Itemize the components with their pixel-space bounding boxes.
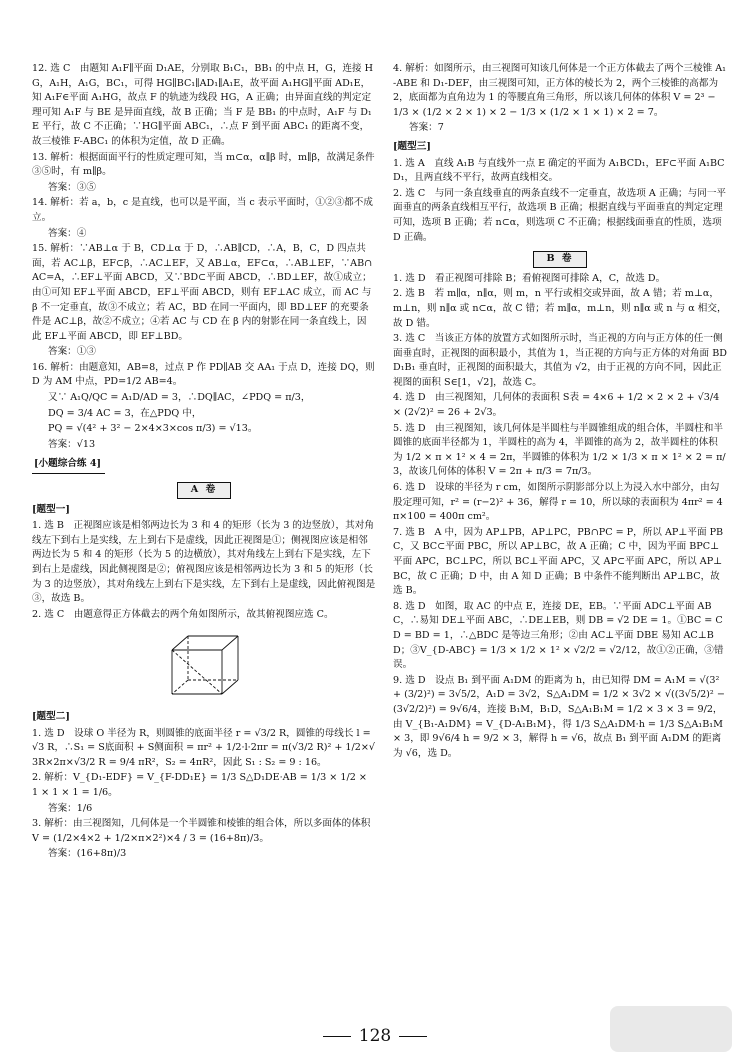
solution-paragraph: 答案：7 [409, 122, 444, 134]
solution-paragraph: 答案：1/6 [48, 802, 93, 814]
solution-paragraph: 9. 选 D 设点 B₁ 到平面 A₁DM 的距离为 h，由已知得 DM = A₁M = √(3² + (3/2)²) = 3√5/2，A₁D = 3√2，S△A₁DM = 1/2 × 3√2 × √((3√5/2)² − (3√2/2)²) = 9√6/4，连接 B₁M，B₁D，S△A₁B₁M = 1/2 × 3 × 3 = 9/2，由 V_{B₁-A₁DM} = V_{D-A₁B₁M}，得 1/3 S△A₁DM·h = 1/3 S△A₁B₁M × 3，即 9√6/4 h = 9/2 × 3，解得 h = √6，故点 B₁ 到平面 A₁DM 的距离为 √6，选 D。 [393, 674, 725, 759]
question-type-heading: [题型一] [32, 503, 70, 515]
question-type-heading: [题型二] [32, 710, 70, 722]
section-heading: [小题综合练 4] [32, 457, 105, 474]
solution-paragraph: 5. 选 D 由三视图知，该几何体是半圆柱与半圆锥组成的组合体，半圆柱和半圆锥的底面半径都为 1，半圆柱的高为 4，半圆锥的高为 2，故半圆柱的体积为 1/2 × π × 1² × 4 = 2π，半圆锥的体积为 1/2 × 1/3 × π × 1² × 2 = π/3，故该几何体的体积 V = 2π + π/3 = 7π/3。 [393, 422, 726, 478]
solution-paragraph: 2. 选 B 若 m∥α，n∥α，则 m，n 平行或相交或异面，故 A 错；若 m⊥α，m⊥n，则 n∥α 或 n⊂α，故 C 错；若 m∥α，m⊥n，则 n∥α 或 n 与 α 相交，故 D 错。 [393, 288, 727, 329]
figure-hidden-edge [172, 680, 188, 694]
cube-diagram [164, 628, 244, 698]
solution-paragraph: 1. 选 A 直线 A₁B 与直线外一点 E 确定的平面为 A₁BCD₁，EF⊂平面 A₁BCD₁，且两直线不平行，故两直线相交。 [393, 157, 725, 184]
watermark-logo [606, 1002, 736, 1056]
page-number: 128 [0, 1026, 750, 1046]
solution-paragraph: 2. 选 C 与同一条直线垂直的两条直线不一定垂直，故选项 A 正确；与同一平面垂直的两条直线相互平行，故选项 B 正确；根据直线与平面垂直的判定定理可知，选项 B 正确；若 n⊂α，则选项 C 不正确；根据线面垂直的性质，选项 D 正确。 [393, 187, 727, 243]
solution-paragraph: 1. 选 B 正视图应该是相邻两边长为 3 和 4 的矩形（长为 3 的边竖放），其对角线左下到右上是实线，左上到右下是虚线，因此正视图是①；侧视图应该是相邻两边长为 5 和 4 的矩形（长为 5 的边横放），其对角线左上到右下是实线，左下到右上是虚线，因此侧视图是②；俯视图应该是相邻两边长为 3 和 5 的矩形（长为 3 的边竖放），其对角线左上到右下是实线，左下到右上是虚线，因此俯视图是③，故选 B。 [32, 520, 376, 605]
solution-paragraph: 14. 解析：若 a，b，c 是直线，也可以是平面，当 c 表示平面时，①②③都不成立。 [32, 197, 373, 223]
solution-paragraph: 7. 选 B A 中，因为 AP⊥PB，AP⊥PC，PB∩PC = P，所以 AP⊥平面 PBC，又 BC⊂平面 PBC，所以 AP⊥BC，故 A 正确；C 中，因为平面 BPC⊥平面 APC，BC⊥PC，所以 BC⊥平面 APC，又 AP⊂平面 APC，所以 AP⊥BC，故 C 正确；D 中，由 A 知 D 正确；B 中条件不能判断出 AP⊥BC，故选 B。 [393, 526, 724, 597]
solution-paragraph: DQ = 3/4 AC = 3，在△PDQ 中， [48, 407, 202, 419]
solution-paragraph: 13. 解析：根据面面平行的性质定理可知，当 m⊂α，α∥β 时，m∥β，故满足条件③⑤时，有 m∥β。 [32, 151, 375, 178]
solution-paragraph: 1. 选 D 设球 O 半径为 R，则圆锥的底面半径 r = √3/2 R，圆锥的母线长 l = √3 R，∴S₁ = S底面积 + S侧面积 = πr² + 1/2·l·2πr = π(√3/2 R)² + 1/2×√3R×2π×√3/2 R = 9/4 πR²，S₂ = 4πR²，因此 S₁ : S₂ = 9 : 16。 [32, 727, 376, 768]
solution-paragraph: 16. 解析：由题意知，AB=8，过点 P 作 PD∥AB 交 AA₁ 于点 D，连接 DQ，则 D 为 AM 中点，PD=1/2 AB=4。 [32, 361, 375, 388]
solution-paragraph: 15. 解析：∵AB⊥α 于 B，CD⊥α 于 D，∴AB∥CD，∴A，B，C，D 四点共面，若 AC⊥β，EF⊂β，∴AC⊥EF，又 AB⊥α，EF⊂α，∴AB⊥EF，∵AB∩AC=A，∴EF⊥平面 ABCD，又∵BD⊂平面 ABCD，∴BD⊥EF，故①成立；由①可知 EF⊥平面 ABCD，EF⊥平面 ABCD，则有 EF⊥AC 成立，而 AC 与 β 不一定垂直，故③不成立；若 AC，BD 在同一平面内，即 BD⊥EF 的充要条件是 AC⊥β，故②不成立；④若 AC 与 CD 在 β 内的射影在同一条直线上，因此 EF⊥平面 ABCD，即 EF⊥BD。 [32, 243, 373, 342]
volume-label: A 卷 [177, 482, 231, 499]
right-column [393, 62, 727, 762]
solution-paragraph: 又∵ A₁Q/QC = A₁D/AD = 3，∴DQ∥AC，∠PDQ = π/3， [48, 392, 311, 404]
solution-paragraph: 8. 选 D 如图，取 AC 的中点 E，连接 DE，EB。∵平面 ADC⊥平面 ABC，∴易知 DE⊥平面 ABC，∴DE⊥EB，则 DB = √2 DE = 1。①BC = CD = BD = 1，∴△BDC 是等边三角形；②由 AC⊥平面 DBE 易知 AC⊥BD；③V_{D-ABC} = 1/3 × 1/2 × 1² × √2/2 = √2/12，故①②正确，③错误。 [393, 600, 724, 671]
left-column [32, 62, 376, 863]
solution-paragraph: PQ = √(4² + 3² − 2×4×3×cos π/3) = √13。 [48, 423, 258, 435]
volume-label: B 卷 [533, 251, 587, 268]
solution-paragraph: 答案：③⑤ [48, 181, 96, 193]
solution-paragraph: 2. 选 C 由题意得正方体截去的两个角如图所示，故其俯视图应选 C。 [32, 608, 334, 620]
solution-paragraph: 12. 选 C 由题知 A₁F∥平面 D₁AE，分别取 B₁C₁，BB₁ 的中点 H，G，连接 HG，A₁H，A₁G，BC₁，可得 HG∥BC₁∥AD₁∥A₁E，故平面 A₁HG∥平面 AD₁E，知 A₁F∈平面 A₁HG，故点 F 的轨迹为线段 HG，A 正确；由异面直线的判定定理可知 A₁F 与 BE 是异面直线，故 B 正确；当 F 是 BB₁ 的中点时，A₁F 与 D₁E 平行，故 C 不正确；∵HG∥平面 ABC₁，∴点 F 到平面 ABC₁ 的距离不变，故三棱锥 F-ABC₁ 的体积为定值，故 D 正确。 [32, 63, 374, 147]
solution-paragraph: 3. 选 C 当该正方体的放置方式如图所示时，当正视的方向与正方体的任一侧面垂直时，正视图的面积最小，其值为 1，当正视的方向与正方体的对角面 BDD₁B₁ 垂直时，正视图的面积最大，其值为 √2，由于正视的方向不同，因此正视图的面积 S∈[1，√2]，故选 C。 [393, 333, 727, 388]
solution-paragraph: 答案：(16+8π)/3 [48, 848, 127, 860]
figure-edge [172, 636, 188, 650]
solution-paragraph: 3. 解析：由三视图知，几何体是一个半圆锥和棱锥的组合体，所以多面体的体积 V = (1/2×4×2 + 1/2×π×2²)×4 / 3 = (16+8π)/3。 [32, 818, 371, 844]
solution-paragraph: 1. 选 D 看正视图可排除 B；看俯视图可排除 A，C，故选 D。 [393, 272, 666, 284]
solution-paragraph: 答案：①③ [48, 346, 96, 358]
cube-cut-figure [32, 628, 376, 704]
solution-paragraph: 4. 解析：如图所示，由三视图可知该几何体是一个正方体截去了两个三棱锥 A₁-ABE 和 D₁-DEF，由三视图可知，正方体的棱长为 2，两个三棱锥的高都为 2，底面都为直角边为 1 的等腰直角三角形，所以该几何体的体积 V = 2³ − 1/3 × (1/2 × 2 × 1) × 2 − 1/3 × (1/2 × 1 × 1) × 2 = 7。 [393, 63, 727, 118]
solution-paragraph: 答案：④ [48, 227, 87, 239]
solution-paragraph: 6. 选 D 设球的半径为 r cm，如图所示阴影部分以上为浸入水中部分，由勾股定理可知，r² = (r−2)² + 36，解得 r = 10，所以球的表面积为 4πr² = 4π×100 = 400π cm²。 [393, 482, 723, 523]
solution-paragraph: 答案：√13 [48, 438, 96, 450]
question-type-heading: [题型三] [393, 140, 431, 152]
figure-edge [222, 636, 238, 650]
solution-paragraph: 4. 选 D 由三视图知，几何体的表面积 S表 = 4×6 + 1/2 × 2 × 2 + √3/4 × (2√2)² = 26 + 2√3。 [393, 392, 720, 419]
solution-paragraph: 2. 解析：V_{D₁-EDF} = V_{F-DD₁E} = 1/3 S△D₁DE·AB = 1/3 × 1/2 × 1 × 1 × 1 = 1/6。 [32, 772, 367, 798]
figure-edge [222, 680, 238, 694]
